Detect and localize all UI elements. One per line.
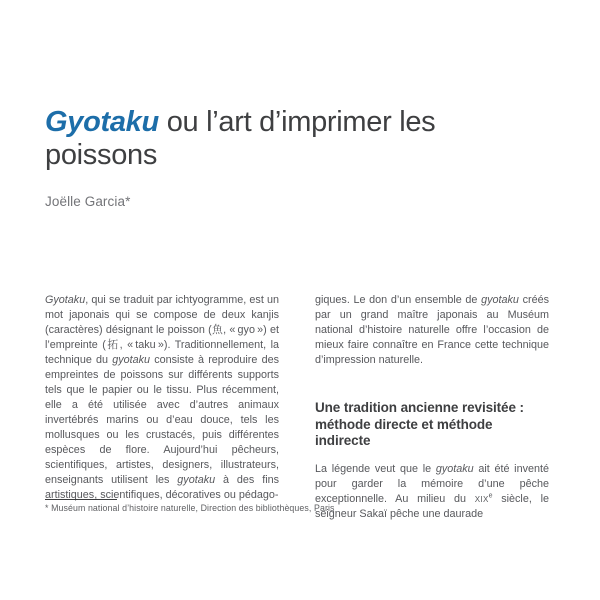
footnote-rule bbox=[45, 499, 117, 500]
column-left bbox=[45, 293, 279, 522]
footnote bbox=[45, 499, 405, 513]
author-byline: Joëlle Garcia* bbox=[45, 194, 131, 209]
page-title bbox=[45, 106, 477, 172]
article-columns bbox=[45, 293, 550, 522]
paragraph-intro-right: giques. Le don d’un ensemble de gyotaku créés par un grand maître japonais au Muséum national d’histoire naturelle offre l’occasion de mieux faire connaître en France cette technique d’impression naturelle. bbox=[315, 294, 549, 366]
title-rest: ou l’art d’imprimer les poissons bbox=[45, 106, 436, 171]
title-highlight-gyotaku: Gyotaku bbox=[45, 106, 159, 138]
paragraph-legend: La légende veut que le gyotaku ait été inventé pour garder la mémoire d’une pêche exceptionnelle. Au milieu du xix$^e$ siècle, le seigneur Sakaï pêche une daurade bbox=[315, 462, 549, 520]
footnote-text: * Muséum national d’histoire naturelle, Direction des bibliothèques, Paris bbox=[45, 503, 335, 513]
column-right bbox=[315, 293, 549, 522]
paragraph-intro-left: Gyotaku, qui se traduit par ichtyogramme, est un mot japonais qui se compose de deux kanjis (caractères) désignant le poisson (魚, « gyo ») et l’empreinte (拓, « taku »). Traditionnellement, la technique du gyotaku consiste à reproduire des empreintes de poissons sur différents supports tels que le papier ou le tissu. Plus récemment, elle a été utilisée avec d’autres animaux invertébrés marins ou d’eau douce, tels les mollusques ou les crustacés, puis différentes espèces de flore. Aujourd’hui pêcheurs, scientifiques, artistes, designers, illustrateurs, enseignants utilisent les gyotaku à des fins artistiques, scientifiques, décoratives ou pédago- bbox=[45, 294, 280, 501]
section-heading: Une tradition ancienne revisitée : méthode directe et méthode indirecte bbox=[315, 400, 524, 448]
